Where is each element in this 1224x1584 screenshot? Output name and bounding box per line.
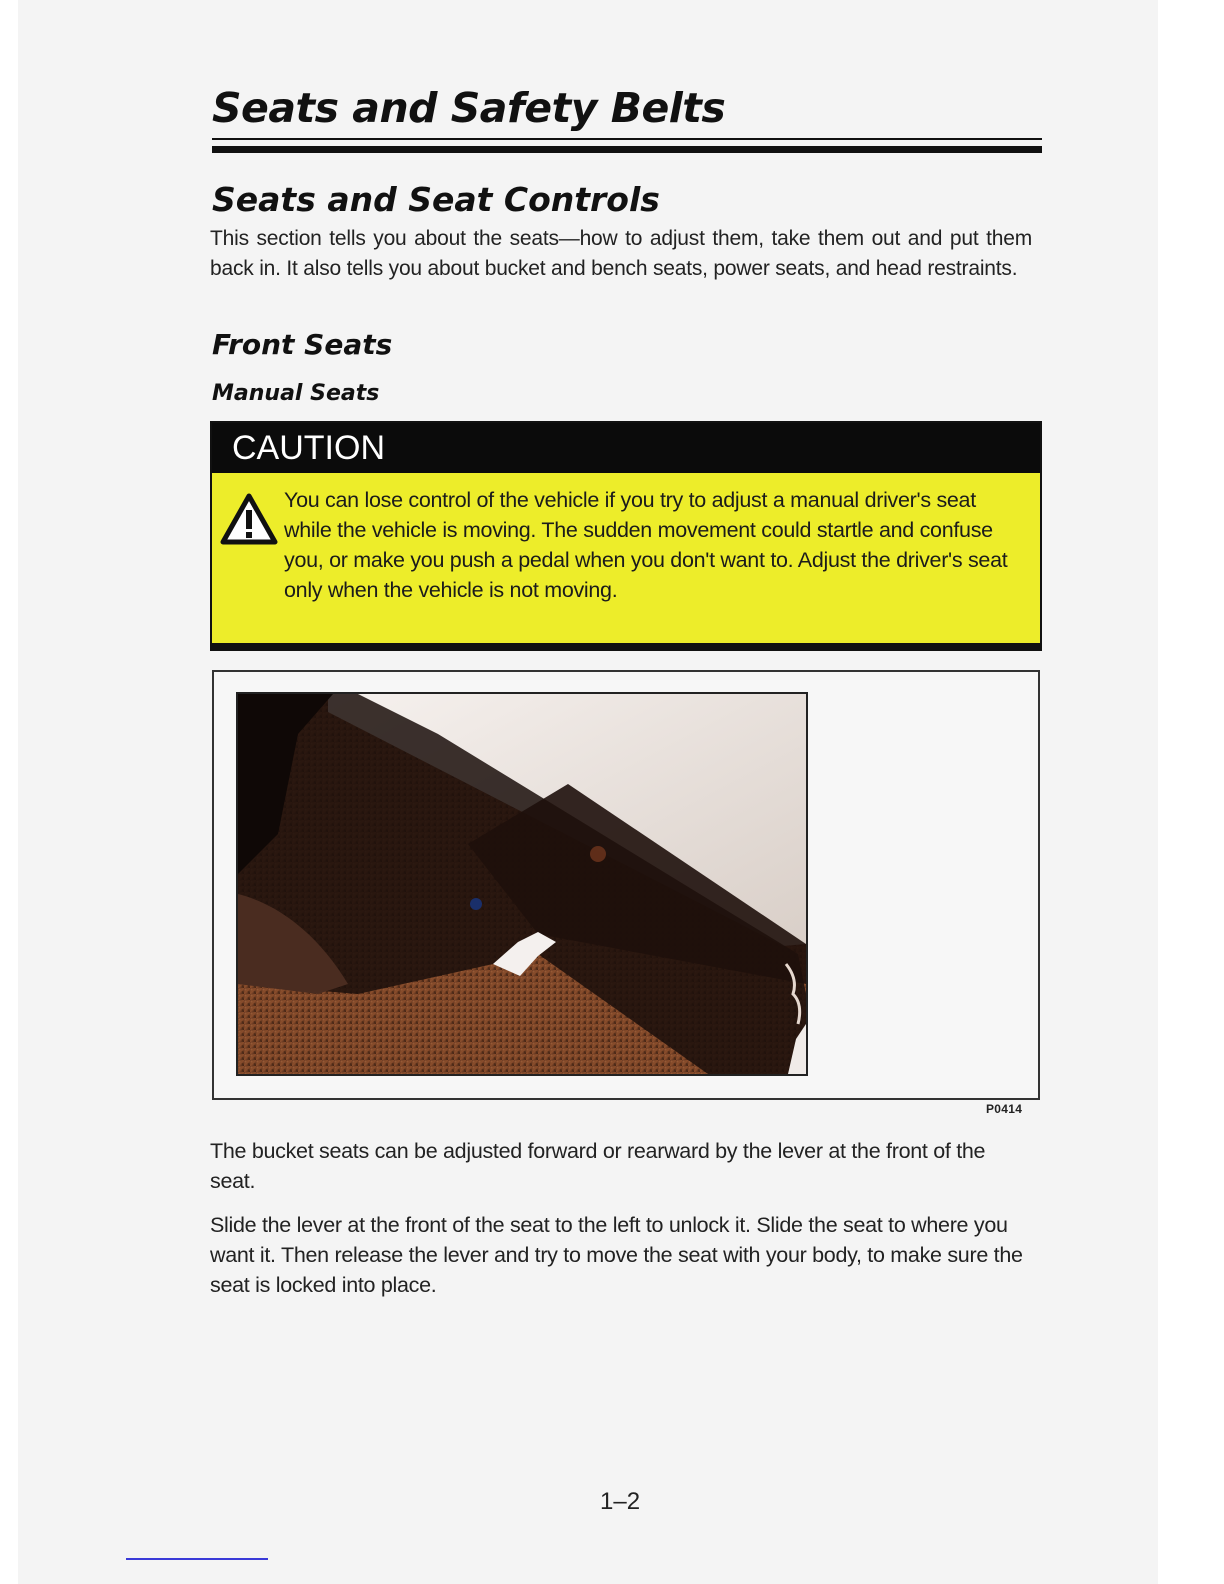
subsubsection-title: Manual Seats: [212, 381, 380, 406]
caution-box: [210, 421, 1042, 651]
caution-text: You can lose control of the vehicle if you try to adjust a manual driver's seat while the vehicle is moving. The sudden movement could startle and confuse you, or make you push a pedal when you don't want to. Adjust the driver's seat only when the vehicle is not moving.: [284, 488, 1008, 602]
body-paragraph: The bucket seats can be adjusted forward or rearward by the lever at the front of the seat.: [210, 1139, 986, 1193]
section-title: Seats and Seat Controls: [212, 180, 660, 219]
page-number: 1–2: [600, 1488, 641, 1515]
title-rule-thin: [212, 138, 1042, 140]
figure-code: P0414: [986, 1102, 1023, 1116]
seat-lever-photo: [236, 692, 808, 1076]
title-rule-thick: [212, 146, 1042, 153]
caution-header: CAUTION: [212, 423, 1040, 473]
warning-triangle-icon: [220, 493, 278, 545]
seat-lever-photo-illustration: [238, 694, 806, 1074]
footer-link-underline[interactable]: [126, 1558, 268, 1560]
intro-paragraph: This section tells you about the seats—how to adjust them, take them out and put them back in. It also tells you about bucket and bench seats, power seats, and head restraints.: [210, 227, 1032, 280]
subsection-title: Front Seats: [212, 328, 393, 361]
caution-bottom-rule: [212, 643, 1040, 649]
chapter-title: Seats and Safety Belts: [212, 84, 726, 132]
body-paragraph: Slide the lever at the front of the seat to the left to unlock it. Slide the seat to where you want it. Then release the lever and try to move the seat with your body, to make sure the seat is locked into place.: [210, 1213, 1023, 1297]
